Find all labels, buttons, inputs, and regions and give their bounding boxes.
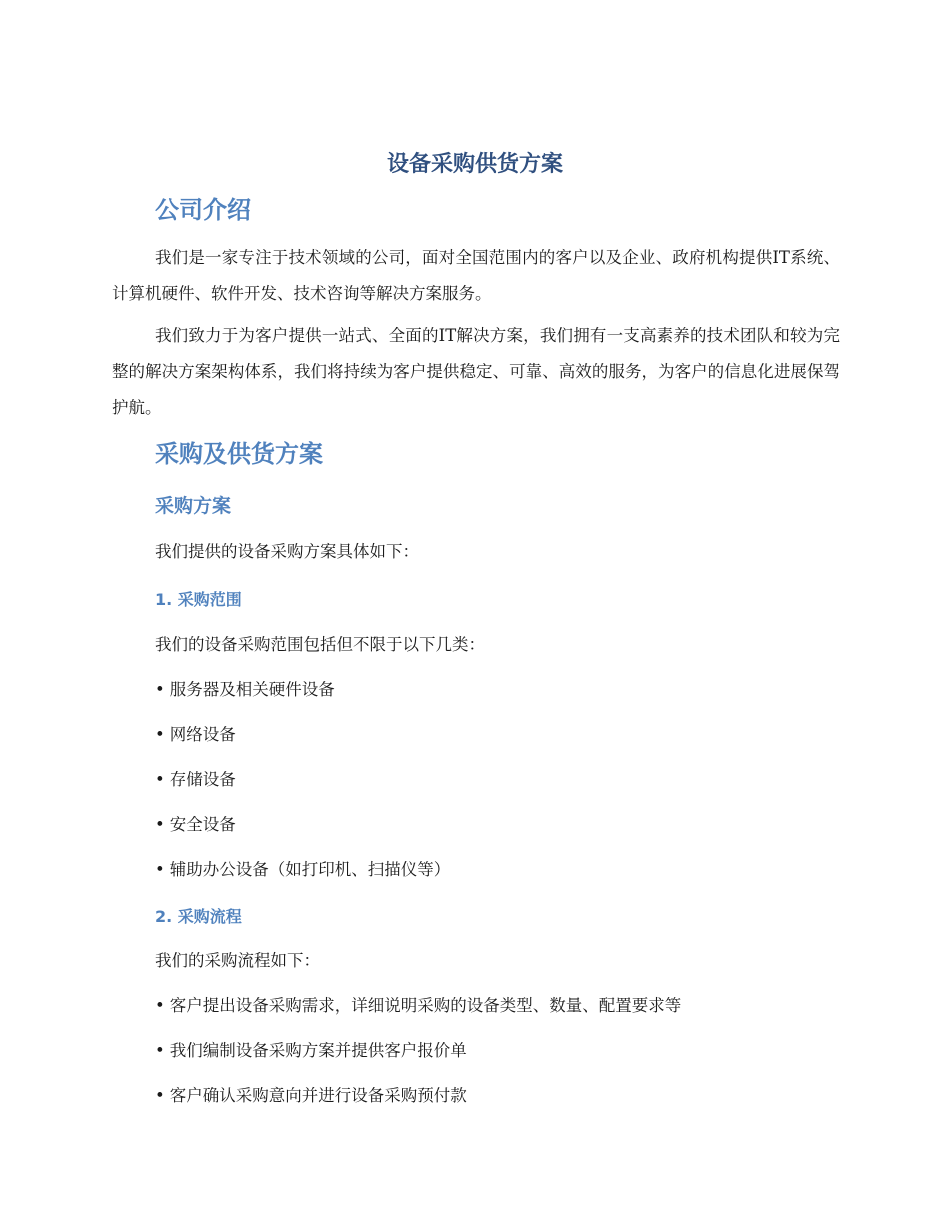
paragraph-company-intro-2: 我们致力于为客户提供一站式、全面的IT解决方案，我们拥有一支高素养的技术团队和较为完整的解决方案架构体系，我们将持续为客户提供稳定、可靠、高效的服务，为客户的信息化进展保驾护航。 [112, 326, 840, 417]
bullet-icon: • [155, 680, 165, 699]
bullet-icon: • [155, 996, 165, 1015]
bullet-icon: • [155, 725, 165, 744]
bullet-icon: • [155, 815, 165, 834]
paragraph-company-intro-1: 我们是一家专注于技术领域的公司，面对全国范围内的客户以及企业、政府机构提供IT系统、计算机硬件、软件开发、技术咨询等解决方案服务。 [112, 248, 840, 303]
list-item [155, 678, 335, 702]
purchase-scope-intro: 我们的设备采购范围包括但不限于以下几类： [155, 635, 485, 654]
list-item-text: 存储设备 [169, 770, 236, 789]
heading-supply-plan: 采购及供货方案 [155, 440, 323, 468]
heading-purchase-plan: 采购方案 [155, 495, 232, 517]
list-item [155, 723, 236, 747]
list-item [155, 813, 236, 837]
list-item-text: 辅助办公设备（如打印机、扫描仪等） [169, 860, 451, 879]
document-title: 设备采购供货方案 [386, 152, 563, 177]
heading-purchase-scope: 1. 采购范围 [155, 590, 242, 609]
purchase-plan-intro: 我们提供的设备采购方案具体如下： [155, 542, 419, 561]
list-item [155, 768, 236, 792]
heading-purchase-process: 2. 采购流程 [155, 907, 242, 926]
bullet-icon: • [155, 1086, 165, 1105]
heading-company-intro: 公司介绍 [155, 196, 251, 224]
bullet-icon: • [155, 1041, 165, 1060]
list-item [155, 1039, 467, 1063]
list-item-text: 网络设备 [169, 725, 236, 744]
list-item-text: 客户提出设备采购需求，详细说明采购的设备类型、数量、配置要求等 [169, 996, 682, 1015]
list-item [155, 858, 450, 882]
list-item [155, 994, 681, 1018]
list-item-text: 服务器及相关硬件设备 [169, 680, 335, 699]
list-item [155, 1084, 467, 1108]
bullet-icon: • [155, 770, 165, 789]
list-item-text: 安全设备 [169, 815, 236, 834]
purchase-process-intro: 我们的采购流程如下： [155, 951, 320, 970]
list-item-text: 我们编制设备采购方案并提供客户报价单 [169, 1041, 467, 1060]
list-item-text: 客户确认采购意向并进行设备采购预付款 [169, 1086, 467, 1105]
bullet-icon: • [155, 860, 165, 879]
